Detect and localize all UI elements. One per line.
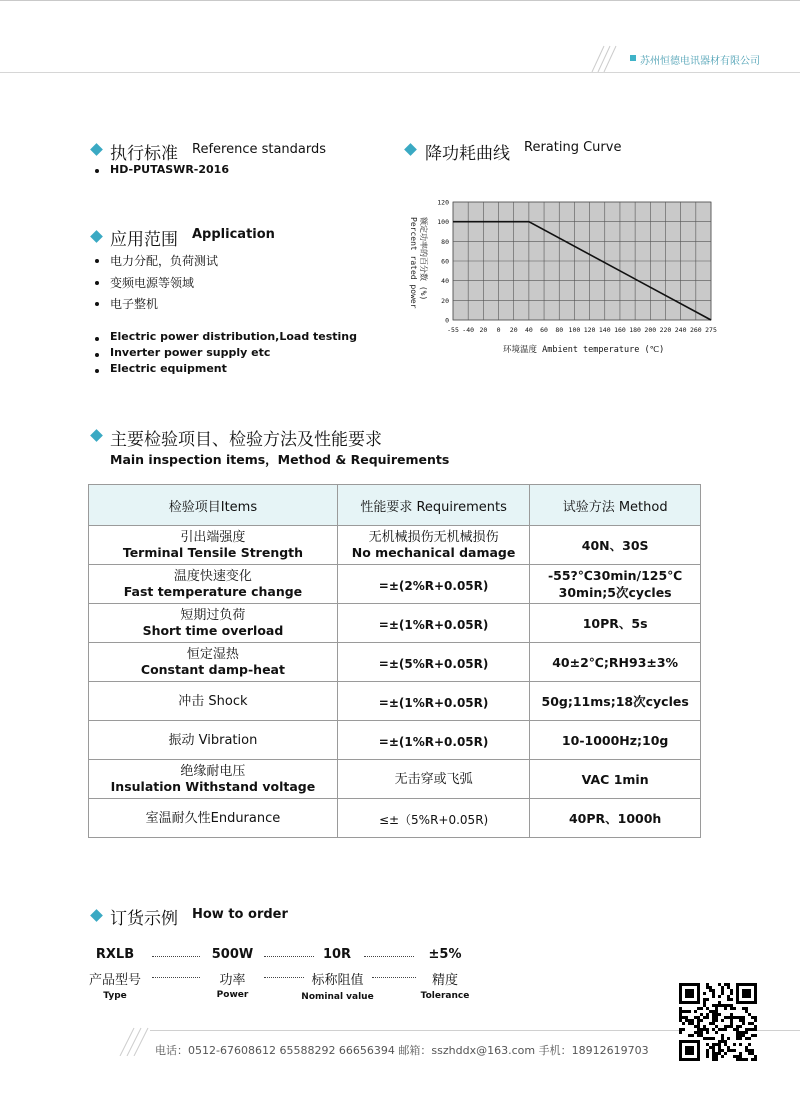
- chart-x-tick-label: 220: [659, 326, 672, 334]
- chart-x-tick-label: 160: [614, 326, 626, 334]
- chart-x-tick-label: 140: [598, 326, 611, 334]
- application-item-en: Inverter power supply etc: [110, 346, 271, 359]
- application-title-cn: 应用范围: [110, 230, 178, 250]
- chart-x-tick-label: 120: [583, 326, 596, 334]
- order-tolerance-value: ±5%: [428, 947, 462, 962]
- order-power-value: 500W: [211, 947, 254, 962]
- chart-x-tick-label: -55: [447, 326, 459, 334]
- requirement-en: No mechanical damage: [351, 544, 516, 560]
- requirement-text: =±(1%R+0.05R): [378, 617, 489, 632]
- method-text: 10PR、5s: [582, 615, 648, 631]
- item-cn: 恒定湿热: [186, 646, 239, 662]
- header-cell-items: 检验项目Items: [89, 485, 338, 526]
- application-item-cn: 变频电源等领域: [110, 276, 195, 290]
- order-nominal-label: 标称阻值: [311, 973, 364, 988]
- order-type-value: RXLB: [95, 947, 135, 962]
- inspection-title-cn: 主要检验项目、检验方法及性能要求: [110, 430, 382, 450]
- footer-contact: 电话：0512-67608612 65588292 66656394 邮箱：sszhddx@163.com 手机：18912619703: [155, 1044, 649, 1057]
- standard-item: HD-PUTASWR-2016: [110, 163, 229, 176]
- inspection-title-en: Main inspection items，Method & Requirements: [110, 452, 450, 467]
- method-text: 40PR、1000h: [568, 810, 662, 826]
- chart-y-tick-label: 120: [437, 198, 449, 207]
- inspection-table: [88, 484, 701, 838]
- chart-ylabel-en: Percent rated power: [409, 217, 418, 309]
- item-text: 振动 Vibration: [168, 732, 258, 748]
- bullet-icon: [95, 281, 99, 285]
- table-row: [89, 721, 701, 760]
- section-diamond-icon: [90, 909, 103, 922]
- application-item-cn: 电子整机: [110, 297, 159, 311]
- chart-x-tick-label: 275: [705, 326, 717, 334]
- method-text: 10-1000Hz;10g: [561, 732, 669, 748]
- item-en: Fast temperature change: [123, 583, 303, 599]
- chart-xlabel: 环境温度 Ambient temperature (℃): [503, 345, 665, 355]
- table-row: [89, 604, 701, 643]
- item-en: Short time overload: [142, 622, 284, 638]
- item-en: Insulation Withstand voltage: [110, 778, 316, 794]
- order-connector: [264, 956, 314, 957]
- requirement-text: =±(2%R+0.05R): [378, 578, 489, 593]
- item-text: 冲击 Shock: [178, 693, 248, 709]
- order-tolerance-en: Tolerance: [420, 991, 470, 1001]
- chart-x-tick-label: 60: [540, 326, 548, 334]
- chart-y-tick-label: 40: [441, 277, 449, 286]
- table-row: [89, 799, 701, 838]
- method-text: 30min;5次cycles: [558, 585, 672, 600]
- curve-title-en: Rerating Curve: [524, 140, 622, 155]
- qr-code-icon[interactable]: [679, 983, 757, 1061]
- item-cn: 短期过负荷: [180, 607, 246, 623]
- footer-stripes: [118, 1022, 158, 1056]
- section-diamond-icon: [90, 429, 103, 442]
- section-diamond-icon: [90, 230, 103, 243]
- item-text: 室温耐久性Endurance: [145, 810, 281, 826]
- order-connector: [372, 977, 416, 978]
- chart-x-tick-label: -40: [462, 326, 475, 334]
- table-row: [89, 643, 701, 682]
- order-connector: [152, 956, 200, 957]
- top-border: [0, 0, 800, 1]
- table-row: [89, 565, 701, 604]
- application-item-cn: 电力分配，负荷测试: [110, 254, 219, 268]
- order-type-label: 产品型号: [88, 973, 141, 988]
- requirement-text: =±(1%R+0.05R): [378, 695, 489, 710]
- item-en: Terminal Tensile Strength: [122, 544, 304, 560]
- company-marker-icon: [630, 55, 636, 61]
- requirement-text: =±(5%R+0.05R): [378, 656, 489, 671]
- requirement-cn: 无机械损伤无机械损伤: [368, 529, 499, 545]
- standards-title-cn: 执行标准: [110, 144, 178, 164]
- requirement-text: ≤±（5%R+0.05R): [378, 812, 489, 827]
- item-en: Constant damp-heat: [140, 661, 285, 677]
- method-text: 40N、30S: [581, 537, 649, 553]
- company-name: 苏州恒德电讯器材有限公司: [640, 56, 760, 67]
- order-connector: [152, 977, 200, 978]
- bullet-icon: [95, 337, 99, 341]
- chart-x-tick-label: 100: [568, 326, 581, 334]
- order-tolerance-label: 精度: [431, 973, 458, 988]
- requirement-cn: 无击穿或飞弧: [394, 771, 473, 787]
- chart-x-tick-label: 240: [674, 326, 687, 334]
- table-header-row: [89, 485, 701, 526]
- chart-y-tick-label: 60: [441, 257, 449, 266]
- requirement-text: =±(1%R+0.05R): [378, 734, 489, 749]
- order-title-en: How to order: [192, 907, 288, 922]
- application-item-en: Electric power distribution,Load testing: [110, 330, 358, 343]
- header-stripes: [590, 44, 620, 72]
- order-power-label: 功率: [219, 973, 246, 988]
- order-connector: [364, 956, 414, 957]
- order-nominal-value: 10R: [322, 947, 352, 962]
- application-title-en: Application: [192, 227, 275, 242]
- chart-y-tick-label: 80: [441, 237, 449, 246]
- item-cn: 温度快速变化: [173, 568, 252, 584]
- chart-ylabel-cn: 额定功率的百分数 (%): [419, 217, 428, 301]
- method-text: 50g;11ms;18次cycles: [541, 693, 689, 709]
- chart-x-tick-label: 260: [689, 326, 702, 334]
- bullet-icon: [95, 369, 99, 373]
- chart-x-tick-label: 40: [524, 326, 533, 334]
- chart-y-tick-label: 100: [437, 218, 449, 227]
- item-cn: 绝缘耐电压: [180, 763, 246, 779]
- chart-x-tick-label: 80: [555, 326, 564, 334]
- chart-x-tick-label: 20: [479, 326, 488, 334]
- chart-x-tick-label: 0: [496, 326, 501, 334]
- order-type-en: Type: [103, 991, 127, 1001]
- method-text: 40±2℃;RH93±3%: [552, 654, 679, 670]
- chart-y-tick-label: 0: [445, 316, 449, 325]
- header-cell-requirements: 性能要求 Requirements: [337, 485, 529, 526]
- bullet-icon: [95, 169, 99, 173]
- header-cell-method: 试验方法 Method: [530, 485, 701, 526]
- table-row: [89, 760, 701, 799]
- chart-x-tick-label: 20: [509, 326, 518, 334]
- standards-title-en: Reference standards: [192, 142, 327, 157]
- table-row: [89, 526, 701, 565]
- bullet-icon: [95, 259, 99, 263]
- method-text: -55?℃30min/125℃: [547, 568, 683, 583]
- section-diamond-icon: [404, 143, 417, 156]
- application-item-en: Electric equipment: [110, 362, 227, 375]
- order-nominal-en: Nominal value: [301, 992, 374, 1002]
- header-rule: [0, 72, 800, 73]
- chart-y-tick-label: 20: [441, 296, 449, 305]
- rerating-chart: [395, 195, 725, 360]
- item-cn: 引出端强度: [180, 529, 246, 545]
- curve-title-cn: 降功耗曲线: [425, 144, 510, 164]
- chart-x-tick-label: 200: [644, 326, 657, 334]
- bullet-icon: [95, 353, 99, 357]
- order-title-cn: 订货示例: [110, 909, 178, 929]
- chart-x-tick-label: 180: [629, 326, 641, 334]
- section-diamond-icon: [90, 143, 103, 156]
- method-text: VAC 1min: [581, 771, 649, 787]
- order-power-en: Power: [216, 990, 249, 1000]
- bullet-icon: [95, 302, 99, 306]
- order-connector: [264, 977, 304, 978]
- table-row: [89, 682, 701, 721]
